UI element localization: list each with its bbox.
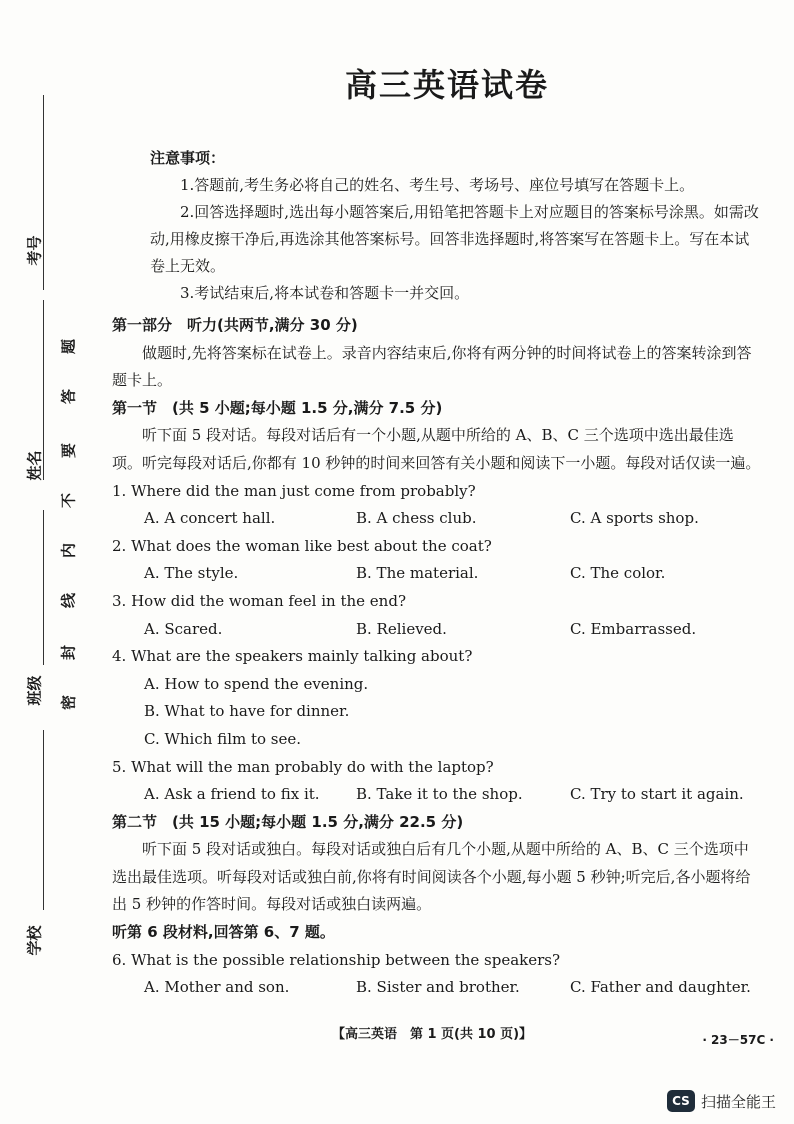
seal-char: 内: [59, 543, 78, 559]
section2-heading: 第二节 (共 15 小题;每小题 1.5 分,满分 22.5 分): [112, 812, 464, 831]
question-text: 3. How did the woman feel in the end?: [112, 591, 406, 610]
seal-char: 密: [59, 695, 78, 711]
exam-code: · 23－57C ·: [702, 1033, 774, 1047]
option-c: C. A sports shop.: [570, 509, 699, 528]
option-b: B. What to have for dinner.: [144, 702, 350, 721]
option-b: B. Sister and brother.: [356, 978, 520, 997]
options-row: [112, 560, 762, 588]
label-class: 班级: [25, 675, 44, 706]
option-a: A. How to spend the evening.: [144, 674, 369, 693]
option-a: A. Mother and son.: [144, 978, 290, 997]
option-a: A. Scared.: [144, 619, 223, 638]
options-row: [112, 616, 762, 644]
camscanner-logo-icon: CS: [667, 1090, 695, 1112]
notes-item: 3.考试结束后,将本试卷和答题卡一并交回。: [180, 284, 470, 302]
blank-line-school: [43, 730, 44, 910]
option-b: B. A chess club.: [356, 509, 477, 528]
notes-heading: 注意事项：: [150, 149, 226, 167]
question-text: 2. What does the woman like best about the coat?: [112, 536, 492, 555]
material-instruction: 听第 6 段材料,回答第 6、7 题。: [112, 923, 335, 942]
section2-instruction: 听下面 5 段对话或独白。每段对话或独白后有几个小题,从题中所给的 A、B、C 三个选项中选出最佳选项。听每段对话或独白前,你将有时间阅读各个小题,每小题 5 秒钟;听完后,各小题将给出 5 秒钟的作答时间。每段对话或独白读两遍。: [112, 840, 751, 914]
seal-char: 要: [59, 443, 78, 459]
page-footer: 【高三英语 第 1 页(共 10 页)】: [331, 1027, 533, 1042]
options-row: [112, 505, 762, 533]
question-text: 5. What will the man probably do with the laptop?: [112, 757, 494, 776]
main-content: [112, 312, 762, 1002]
scanner-app-name: 扫描全能王: [700, 1092, 776, 1111]
notes-block: [150, 145, 760, 307]
question-text: 4. What are the speakers mainly talking about?: [112, 647, 473, 666]
part1-instruction: 做题时,先将答案标在试卷上。录音内容结束后,你将有两分钟的时间将试卷上的答案转涂到答题卡上。: [112, 343, 752, 390]
seal-char: 不: [59, 493, 78, 509]
notes-item: 1.答题前,考生务必将自己的姓名、考生号、考场号、座位号填写在答题卡上。: [180, 176, 695, 194]
option-c: C. Which film to see.: [144, 729, 302, 748]
option-c: C. The color.: [570, 564, 666, 583]
options-row: [112, 781, 762, 809]
question-text: 1. Where did the man just come from probably?: [112, 481, 476, 500]
seal-char: 线: [59, 593, 78, 609]
question-text: 6. What is the possible relationship between the speakers?: [112, 950, 561, 969]
option-a: A. The style.: [144, 564, 239, 583]
scanner-watermark: [667, 1090, 776, 1112]
option-b: B. Take it to the shop.: [356, 785, 523, 804]
option-c: C. Embarrassed.: [570, 619, 697, 638]
seal-char: 封: [59, 645, 78, 661]
section1-instruction: 听下面 5 段对话。每段对话后有一个小题,从题中所给的 A、B、C 三个选项中选出最佳选项。听完每段对话后,你都有 10 秒钟的时间来回答有关小题和阅读下一小题。每段对话仅读一遍。: [112, 426, 761, 472]
label-name: 姓名: [25, 450, 44, 481]
binding-margin: [0, 0, 100, 1124]
option-a: A. Ask a friend to fix it.: [144, 785, 320, 804]
option-c: C. Try to start it again.: [570, 785, 744, 804]
option-b: B. Relieved.: [356, 619, 447, 638]
seal-char: 答: [59, 389, 78, 405]
option-b: B. The material.: [356, 564, 479, 583]
label-exam-number: 考号: [25, 235, 44, 266]
blank-line-class: [43, 510, 44, 665]
notes-item: 2.回答选择题时,选出每小题答案后,用铅笔把答题卡上对应题目的答案标号涂黑。如需改动,用橡皮擦干净后,再选涂其他答案标号。回答非选择题时,将答案写在答题卡上。写在本试卷上无效。: [150, 203, 759, 275]
section1-heading: 第一节 (共 5 小题;每小题 1.5 分,满分 7.5 分): [112, 398, 443, 417]
options-row: [112, 974, 762, 1002]
option-a: A. A concert hall.: [144, 509, 276, 528]
part1-heading: 第一部分 听力(共两节,满分 30 分): [112, 316, 358, 334]
option-c: C. Father and daughter.: [570, 978, 751, 997]
seal-char: 题: [59, 339, 78, 355]
label-school: 学校: [25, 925, 44, 956]
page-title: 高三英语试卷: [344, 66, 549, 104]
